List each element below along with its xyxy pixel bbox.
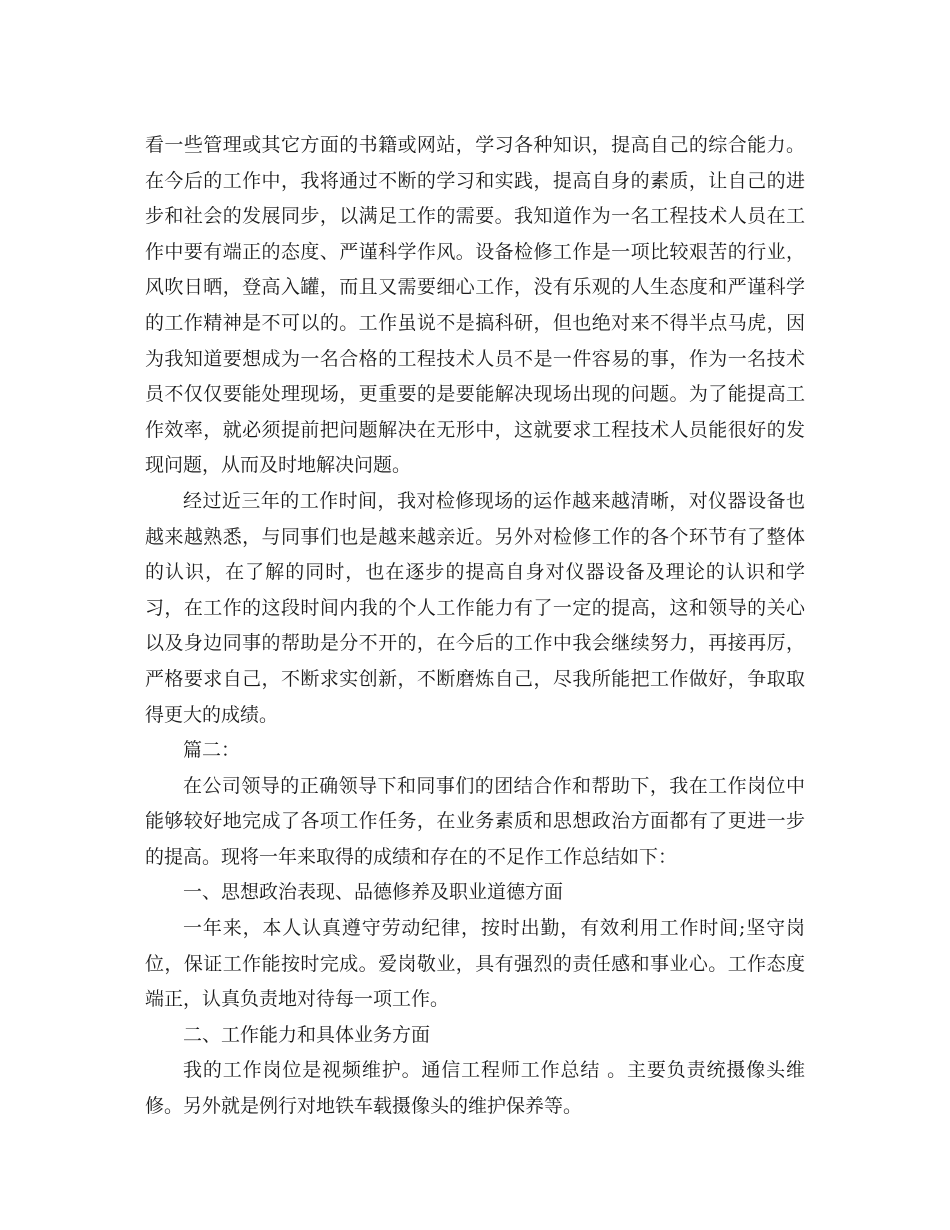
paragraph-1: 看一些管理或其它方面的书籍或网站，学习各种知识，提高自己的综合能力。在今后的工作中，我将通过不断的学习和实践，提高自身的素质，让自己的进步和社会的发展同步，以满足工作的需要。我知道作为一名工程技术人员在工作中要有端正的态度、严谨科学作风。设备检修工作是一项比较艰苦的行业，风吹日晒，登高入罐，而且又需要细心工作，没有乐观的人生态度和严谨科学的工作精神是不可以的。工作虽说不是搞科研，但也绝对来不得半点马虎，因为我知道要想成为一名合格的工程技术人员不是一件容易的事，作为一名技术员不仅仅要能处理现场，更重要的是要能解决现场出现的问题。为了能提高工作效率，就必须提前把问题解决在无形中，这就要求工程技术人员能很好的发现问题，从而及时地解决问题。 [145, 134, 805, 477]
subheading-2: 二、工作能力和具体业务方面 [183, 1023, 431, 1046]
paragraph-5: 我的工作岗位是视频维护。通信工程师工作总结 。主要负责统摄像头维修。另外就是例行对地铁车载摄像头的维护保养等。 [145, 1059, 805, 1118]
section-heading-part-two: 篇二： [183, 739, 241, 762]
paragraph-4: 一年来，本人认真遵守劳动纪律，按时出勤，有效利用工作时间;坚守岗位，保证工作能按时完成。爱岗敬业，具有强烈的责任感和事业心。工作态度端正，认真负责地对待每一项工作。 [145, 917, 805, 1011]
document-body [145, 128, 805, 1125]
paragraph-3: 在公司领导的正确领导下和同事们的团结合作和帮助下，我在工作岗位中能够较好地完成了各项工作任务，在业务素质和思想政治方面都有了更进一步的提高。现将一年来取得的成绩和存在的不足作工作总结如下： [145, 774, 805, 868]
paragraph-2: 经过近三年的工作时间，我对检修现场的运作越来越清晰，对仪器设备也越来越熟悉，与同事们也是越来越亲近。另外对检修工作的各个环节有了整体的认识，在了解的同时，也在逐步的提高自身对仪器设备及理论的认识和学习，在工作的这段时间内我的个人工作能力有了一定的提高，这和领导的关心以及身边同事的帮助是分不开的，在今后的工作中我会继续努力，再接再厉，严格要求自己，不断求实创新，不断磨炼自己，尽我所能把工作做好，争取取得更大的成绩。 [145, 489, 805, 726]
subheading-1: 一、思想政治表现、品德修养及职业道德方面 [183, 881, 564, 904]
